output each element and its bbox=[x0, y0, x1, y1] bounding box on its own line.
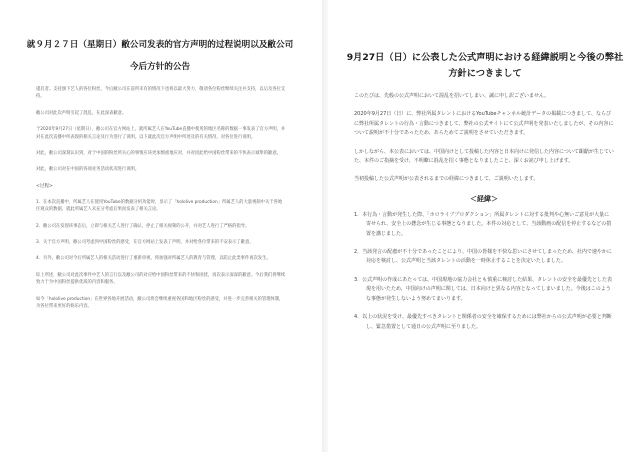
right-list-item: 4．以上の状況を受け、最優先すべきタレントと関係者の安全を確保するためには弊社からの公式声明が必要と判断し、緊急措置として通日の公式声明に至りました。 bbox=[354, 314, 612, 330]
left-list-item: 1．在本次直播中，所属艺人在使用YouTube的数据分析功能时，显示了「hololive production」所属艺人的大量视频中关于各地区观众的数据，就此所属艺人未充分考虑后果而发表了相关言论。 bbox=[36, 199, 283, 213]
right-paragraph: 当初投稿した公式声明が公表されるまでの経緯につきまして、ご説明いたします。 bbox=[354, 176, 539, 183]
right-section-heading: ＜経緯＞ bbox=[470, 194, 498, 203]
left-section-heading: <过程> bbox=[36, 183, 53, 189]
left-document-body bbox=[0, 86, 320, 311]
right-paragraph: 2020年9月27日（日）に、弊社所属タレントにおけるYouTubeチャンネル統計データの掲載につきまして、ならびに弊社所属タレントの行為・言動につきまして、弊社の公式サイトにて公式声明を発表いたしましたが、その内容について説明が不十分であったため、あらためてご説明をさせていただきます。 bbox=[354, 111, 614, 137]
left-document-title: 就９月２７日（星期日）敝公司发表的官方声明的过程说明以及敝公司今后方针的公告 bbox=[26, 40, 294, 72]
page-divider bbox=[322, 0, 328, 452]
right-list-item: 3．公式声明の作成にあたっては、中国現地の協力会社とも慎重に検討した結果、タレントの安全を最優先とした表現を用いたため、中国向けの声明に関しては、日本向けと異なる内容となってしまいました。今後はこのような事態が発生しないよう努めてまいります。 bbox=[354, 276, 613, 302]
left-closing-paragraph: 综上所述，敝公司对此次事件中艺人的言行以及敝公司的对应给中国粉丝带来的不快和困扰，再次表示深深的歉意。今后我们将继续致力于为中国粉丝提供优质的内容和服务。 bbox=[36, 272, 286, 286]
right-list-item: 1．本行為・言動が発生した際、「ホロライブプロダクション」所属タレントに対する批判や心無いご意見が大量に寄せられ、安全上の懸念が生じる事態となりました。本件の対応として、当該動画の配信を停止するなどの措置を講じました。 bbox=[354, 211, 612, 237]
right-document-title: 9月27日（日）に公表した公式声明における経緯説明と今後の弊社方針につきまして bbox=[346, 52, 624, 79]
right-document-page bbox=[330, 0, 640, 452]
left-paragraph: 敝公司对此次声明引起了混乱，在此深表歉意。 bbox=[36, 110, 127, 116]
left-paragraph: 于2020年9月27日（星期日），敝公司在官方网站上，就所属艺人在YouTube直播中使用的地区名称的数据一事发表了官方声明，并对在此次直播中所表现的相关言论及行为进行了说明。以下就此次官方声明中所述及的有关情况，对各位进行说明。 bbox=[36, 127, 286, 140]
right-paragraph: このたびは、先般の公式声明において混乱を招いてしまい、誠に申し訳ございません。 bbox=[354, 93, 550, 99]
left-paragraph: 谨启者。支持旗下艺人的各位粉丝，今后敝公司在前所未有的情况下也将以最大努力，敬请各位粉丝继续关注并支持，以后及各位支持。 bbox=[36, 87, 286, 100]
left-paragraph: 对此，敝公司深刻认识到，对于中国的粉丝所关心的事情应该更加慎重地应对，并对因此给中国粉丝带来的不快表示诚挚的歉意。 bbox=[36, 151, 281, 157]
left-list-item: 3．关于官方声明，敝公司考虑到中国粉丝的感受，在官方网站上发表了声明，并对给各位带来的不安表示了歉意。 bbox=[36, 240, 254, 246]
right-paragraph: しかしながら、本公表においては、中国向けとして投稿した内容と日本向けに発信した内容について齟齬が生じていた、本件のご指摘を受け、不明瞭に混乱を招く事態となりましたこと、深くお詫び申し上げます。 bbox=[354, 148, 614, 165]
left-closing-paragraph: 如今「hololive production」在世界各地开展活动，敝公司将会继续重视各国和地区粉丝的感受，并进一步完善相关的管理体制，为各位带来更好的娱乐内容。 bbox=[36, 296, 284, 310]
left-list-item: 2．敝公司在发现该事态后，立即与相关艺人进行了确认，停止了相关视频的公开，并对艺人进行了严格的指导。 bbox=[36, 223, 250, 229]
right-list-item: 2．当該発言の配慮が不十分であったことにより、中国の皆様を不快な思いにさせてしまったため、社内で速やかに対応を検討し、公式声明と当該タレントの活動を一時休止することを決定いたしました。 bbox=[354, 249, 612, 265]
right-document-body bbox=[330, 92, 640, 332]
left-list-item: 4．另外，敝公司对今后所属艺人的相关活动进行了重新审视，将加强对所属艺人的教育与管理，以防止此类事件再次发生。 bbox=[36, 256, 271, 262]
left-paragraph: 对此，敝公司对在中国的各项业务活动状况进行说明。 bbox=[36, 167, 140, 173]
